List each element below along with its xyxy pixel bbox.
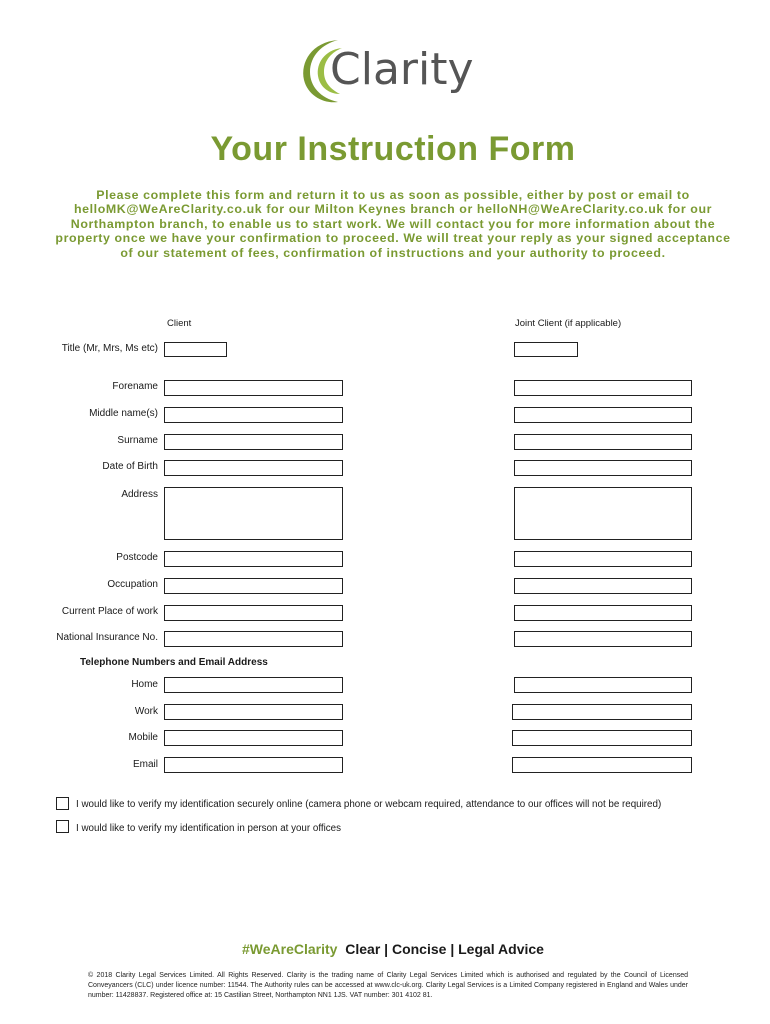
client-work-phone-input[interactable]	[164, 704, 343, 720]
ni-label: National Insurance No.	[56, 632, 158, 643]
address-label: Address	[121, 489, 158, 500]
verify-in-person-label: I would like to verify my identification in person at your offices	[76, 823, 342, 834]
client-middle-name-input[interactable]	[164, 407, 343, 423]
hashtag: #WeAreClarity	[242, 941, 338, 957]
client-forename-input[interactable]	[164, 380, 343, 396]
client-workplace-input[interactable]	[164, 605, 343, 621]
email-label: Email	[132, 759, 158, 770]
verify-online-label: I would like to verify my identification securely online (camera phone or webcam required, attendance to our offices will not be required)	[76, 799, 662, 810]
client-dob-input[interactable]	[164, 460, 343, 476]
page-title: Your Instruction Form	[210, 130, 576, 168]
contact-section-heading: Telephone Numbers and Email Address	[80, 657, 268, 668]
postcode-label: Postcode	[116, 552, 158, 563]
home-phone-label: Home	[131, 679, 158, 690]
client-email-input[interactable]	[164, 757, 343, 773]
forename-label: Forename	[112, 381, 158, 392]
client-mobile-phone-input[interactable]	[164, 730, 343, 746]
occupation-label: Occupation	[107, 579, 158, 590]
client-surname-input[interactable]	[164, 434, 343, 450]
verify-online-checkbox[interactable]	[56, 797, 69, 810]
clarity-logo	[298, 36, 478, 106]
tagline-slogan: Clear | Concise | Legal Advice	[345, 941, 544, 957]
client-address-input[interactable]	[164, 487, 343, 540]
work-phone-label: Work	[134, 706, 158, 717]
client-postcode-input[interactable]	[164, 551, 343, 567]
footer-legal-text: © 2018 Clarity Legal Services Limited. All Rights Reserved. Clarity is the trading name of Clarity Legal Services Limited which is authorised and regulated by the Council of Licensed Conveyancers (CLC) under licence number: 11544. The Authority rules can be accessed at www.clc-uk.org. Clarity Legal Services is a Limited Company registered in England and Wales under number: 11428837. Registered office at: 15 Castilian Street, Northampton NN1 1JS. VAT number: 301 4102 81.	[88, 972, 688, 999]
logo-text: Clarity	[330, 44, 474, 95]
surname-label: Surname	[117, 435, 158, 446]
joint-workplace-input[interactable]	[514, 605, 692, 621]
mobile-phone-label: Mobile	[128, 732, 158, 743]
dob-label: Date of Birth	[102, 461, 158, 472]
joint-surname-input[interactable]	[514, 434, 692, 450]
client-home-phone-input[interactable]	[164, 677, 343, 693]
client-ni-input[interactable]	[164, 631, 343, 647]
middle-name-label: Middle name(s)	[89, 408, 158, 419]
joint-forename-input[interactable]	[514, 380, 692, 396]
client-column-header: Client	[167, 318, 192, 329]
verify-in-person-checkbox[interactable]	[56, 820, 69, 833]
joint-title-input[interactable]	[514, 342, 578, 357]
joint-ni-input[interactable]	[514, 631, 692, 647]
workplace-label: Current Place of work	[61, 606, 158, 617]
joint-email-input[interactable]	[512, 757, 692, 773]
joint-mobile-phone-input[interactable]	[512, 730, 692, 746]
client-occupation-input[interactable]	[164, 578, 343, 594]
joint-dob-input[interactable]	[514, 460, 692, 476]
joint-client-column-header: Joint Client (if applicable)	[515, 318, 622, 329]
joint-work-phone-input[interactable]	[512, 704, 692, 720]
intro-paragraph: Please complete this form and return it to us as soon as possible, either by post or email to helloMK@WeAreClarity.co.uk for our Milton Keynes branch or helloNH@WeAreClarity.co.uk for our Northampton branch, to enable us to start work. We will contact you for more information about the property once we have your confirmation to proceed. We will treat your reply as your signed acceptance of our statement of fees, confirmation of instructions and your authority to proceed.	[55, 188, 731, 260]
joint-address-input[interactable]	[514, 487, 692, 540]
joint-middle-name-input[interactable]	[514, 407, 692, 423]
title-label: Title (Mr, Mrs, Ms etc)	[61, 343, 158, 354]
joint-postcode-input[interactable]	[514, 551, 692, 567]
joint-home-phone-input[interactable]	[514, 677, 692, 693]
tagline	[0, 941, 770, 957]
client-title-input[interactable]	[164, 342, 227, 357]
joint-occupation-input[interactable]	[514, 578, 692, 594]
